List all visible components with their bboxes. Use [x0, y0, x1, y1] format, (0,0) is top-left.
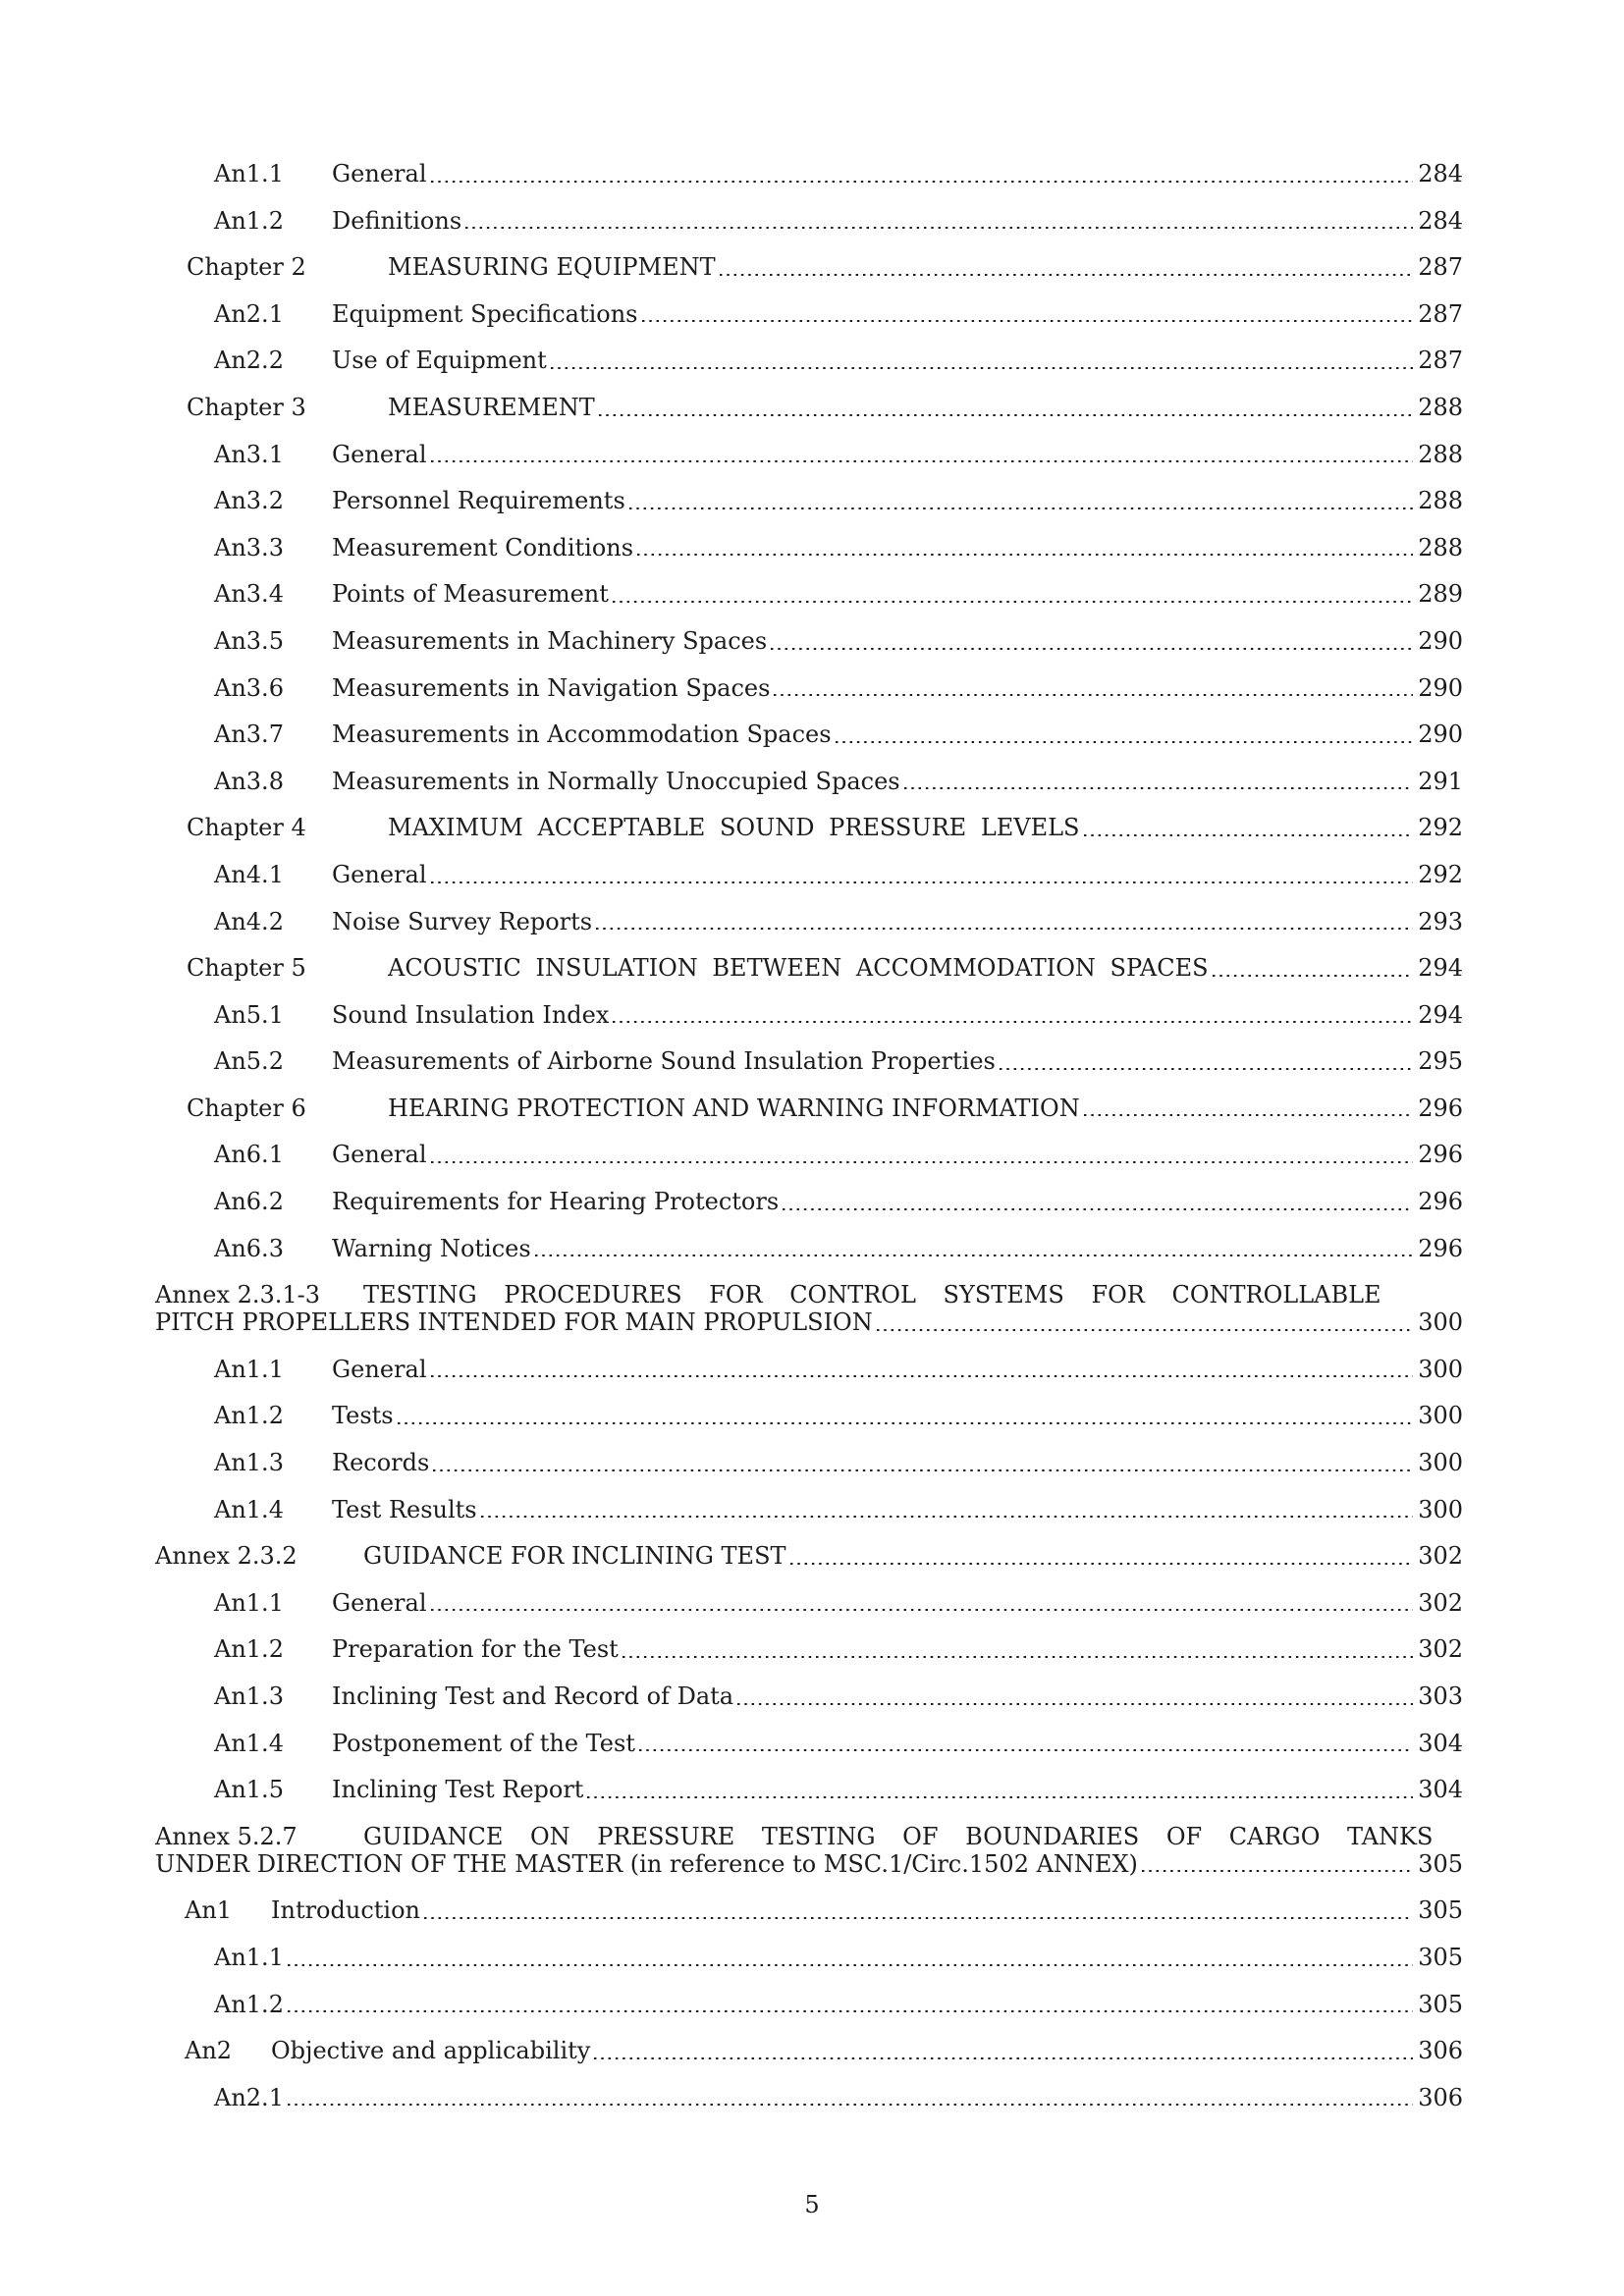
toc-entry-number: An1.2 [214, 206, 284, 235]
toc-entry-page: 304 [1418, 1729, 1463, 1757]
toc-entry-title: Records [332, 1449, 430, 1477]
toc-entry-number: Annex 5.2.7 [155, 1822, 298, 1850]
toc-entry-page: 300 [1418, 1449, 1463, 1477]
dot-leader [1213, 954, 1414, 982]
dot-leader [431, 1589, 1414, 1617]
toc-entry [0, 1188, 1624, 1215]
toc-entry-number: Annex 2.3.2 [155, 1542, 298, 1571]
toc-entry [0, 1944, 1624, 1971]
toc-entry-title: Measurement Conditions [332, 533, 634, 561]
toc-entry-number: Chapter 6 [187, 1094, 306, 1122]
toc-entry-title: Equipment Specifications [332, 299, 638, 328]
dot-leader [481, 1496, 1414, 1523]
toc-entry-number: An2.2 [214, 347, 284, 375]
toc-entry-title: Points of Measurement [332, 580, 609, 609]
toc-entry [0, 1542, 1624, 1570]
toc-entry-page: 290 [1418, 721, 1463, 749]
toc-entry-number: An4.2 [214, 907, 284, 935]
toc-entry [0, 1589, 1624, 1617]
toc-entry [0, 1141, 1624, 1168]
dot-leader [642, 300, 1414, 328]
toc-entry-title: MAXIMUM ACCEPTABLE SOUND PRESSURE LEVELS [388, 814, 1080, 842]
toc-entry-page: 293 [1418, 907, 1463, 935]
dot-leader [465, 207, 1413, 235]
dot-leader [596, 908, 1413, 935]
toc-entry-title: GUIDANCE ON PRESSURE TESTING OF BOUNDARIES OF CARGO TANKS [363, 1822, 1434, 1850]
toc-entry-page: 294 [1418, 1000, 1463, 1029]
toc-entry-number: An6.2 [214, 1188, 284, 1216]
toc-entry-number: An1.1 [214, 1943, 284, 1971]
toc-entry-title: MEASUREMENT [388, 393, 595, 421]
toc-entry [0, 1047, 1624, 1075]
toc-entry-number: An1.1 [214, 1355, 284, 1383]
dot-leader [587, 1776, 1413, 1803]
toc-entry [0, 721, 1624, 748]
toc-entry-title: TESTING PROCEDURES FOR CONTROL SYSTEMS FOR CONTROLLABLE [363, 1281, 1381, 1309]
toc-entry-number: An5.1 [214, 1000, 284, 1029]
toc-entry-page: 306 [1418, 2083, 1463, 2111]
toc-entry [0, 441, 1624, 468]
dot-leader [599, 394, 1413, 421]
footer-page-number: 5 [804, 2191, 820, 2218]
dot-leader [1142, 1850, 1413, 1878]
toc-entry-title: Measurements in Machinery Spaces [332, 626, 768, 655]
toc-entry-title: Test Results [332, 1495, 477, 1523]
toc-entry-number: Chapter 3 [187, 393, 306, 421]
toc-entry-title: Use of Equipment [332, 347, 547, 375]
toc-entry-page: 302 [1418, 1588, 1463, 1617]
toc-entry [0, 814, 1624, 841]
dot-leader [904, 768, 1414, 795]
toc-entry-title: Preparation for the Test [332, 1635, 619, 1664]
toc-entry-title: Sound Insulation Index [332, 1000, 610, 1029]
dot-leader [639, 1730, 1413, 1757]
toc-entry-title: General [332, 1355, 427, 1383]
toc-entry-title: UNDER DIRECTION OF THE MASTER (in reference to MSC.1/Circ.1502 ANNEX) [155, 1849, 1138, 1878]
dot-leader [836, 721, 1414, 748]
dot-leader [1084, 814, 1414, 841]
dot-leader [790, 1542, 1414, 1570]
toc-entry-number: Chapter 5 [187, 954, 306, 983]
toc-entry [0, 347, 1624, 374]
toc-entry [0, 207, 1624, 235]
toc-entry-number: An5.2 [214, 1047, 284, 1076]
toc-entry-number: An1 [185, 1896, 233, 1925]
dot-leader [594, 2037, 1413, 2064]
toc-entry [0, 487, 1624, 514]
toc-entry-number: An2 [185, 2037, 233, 2065]
toc-entry-title: Personnel Requirements [332, 487, 625, 515]
dot-leader [1000, 1047, 1413, 1075]
toc-entry-title: Measurements in Accommodation Spaces [332, 721, 832, 749]
toc-entry-page: 303 [1418, 1682, 1463, 1710]
toc-entry-number: Annex 2.3.1-3 [155, 1281, 321, 1309]
dot-leader [737, 1682, 1413, 1710]
toc-entry-page: 288 [1418, 487, 1463, 515]
dot-leader [431, 861, 1414, 888]
toc-entry-page: 304 [1418, 1776, 1463, 1804]
toc-entry-number: An1.3 [214, 1682, 284, 1710]
dot-leader [551, 347, 1413, 374]
toc-entry [0, 2037, 1624, 2064]
toc-entry [0, 1235, 1624, 1262]
toc-entry-number: An6.3 [214, 1234, 284, 1262]
dot-leader [288, 1944, 1413, 1971]
toc-entry [0, 1823, 1624, 1850]
toc-entry-number: An3.1 [214, 440, 284, 468]
toc-entry-number: An2.1 [214, 2083, 284, 2111]
toc-entry-number: An1.2 [214, 1635, 284, 1664]
dot-leader [1084, 1095, 1413, 1122]
toc-entry [0, 2084, 1624, 2111]
toc-entry [0, 1635, 1624, 1663]
toc-entry-title: Measurements in Navigation Spaces [332, 673, 771, 702]
dot-leader [771, 627, 1413, 655]
toc-entry-page: 296 [1418, 1234, 1463, 1262]
toc-entry-page: 289 [1418, 580, 1463, 609]
toc-entry-title: Measurements of Airborne Sound Insulation Properties [332, 1047, 996, 1076]
dot-leader [774, 674, 1413, 702]
toc-entry-page: 296 [1418, 1188, 1463, 1216]
toc-entry-page: 302 [1418, 1635, 1463, 1664]
toc-entry-number: An6.1 [214, 1141, 284, 1169]
toc-entry [0, 1776, 1624, 1803]
toc-entry-page: 287 [1418, 253, 1463, 282]
dot-leader [877, 1308, 1413, 1336]
toc-entry-page: 296 [1418, 1094, 1463, 1122]
toc-entry-title: GUIDANCE FOR INCLINING TEST [363, 1542, 786, 1571]
toc-entry-page: 300 [1418, 1308, 1463, 1337]
toc-entry-number: An3.7 [214, 721, 284, 749]
toc-entry-title: HEARING PROTECTION AND WARNING INFORMATION [388, 1094, 1080, 1122]
dot-leader [629, 487, 1413, 514]
dot-leader [720, 253, 1414, 281]
dot-leader [783, 1188, 1413, 1215]
toc-entry [0, 160, 1624, 187]
dot-leader [613, 1001, 1413, 1029]
toc-entry [0, 1402, 1624, 1429]
toc-entry-number: An1.1 [214, 1588, 284, 1617]
toc-entry-page: 292 [1418, 814, 1463, 842]
toc-entry-page: 294 [1418, 954, 1463, 983]
toc-entry [0, 534, 1624, 561]
toc-entry [0, 908, 1624, 935]
toc-entry-page: 287 [1418, 347, 1463, 375]
toc-entry-number: An3.3 [214, 533, 284, 561]
dot-leader [433, 1449, 1413, 1476]
dot-leader [288, 1991, 1413, 2018]
toc-entry [0, 954, 1624, 982]
toc-entry [0, 1730, 1624, 1757]
toc-entry-page: 302 [1418, 1542, 1463, 1571]
toc-entry-page: 290 [1418, 673, 1463, 702]
toc-entry-title: Postponement of the Test [332, 1729, 635, 1757]
table-of-contents [0, 160, 1624, 2130]
toc-entry-title: Requirements for Hearing Protectors [332, 1188, 780, 1216]
toc-entry [0, 768, 1624, 795]
dot-leader [637, 534, 1413, 561]
toc-entry [0, 1449, 1624, 1476]
dot-leader [431, 160, 1414, 187]
toc-entry-page: 300 [1418, 1495, 1463, 1523]
toc-entry-title: Measurements in Normally Unoccupied Spaces [332, 767, 900, 795]
toc-entry-title: General [332, 1141, 427, 1169]
toc-entry-number: An1.3 [214, 1449, 284, 1477]
toc-entry-number: An1.1 [214, 160, 284, 187]
toc-entry-page: 296 [1418, 1141, 1463, 1169]
toc-entry-title: PITCH PROPELLERS INTENDED FOR MAIN PROPULSION [155, 1308, 873, 1337]
toc-entry-page: 291 [1418, 767, 1463, 795]
toc-entry-page: 300 [1418, 1402, 1463, 1430]
toc-entry-continuation [0, 1850, 1624, 1878]
toc-entry-page: 295 [1418, 1047, 1463, 1076]
toc-entry [0, 1001, 1624, 1029]
toc-entry [0, 394, 1624, 421]
toc-entry-title: General [332, 1588, 427, 1617]
toc-entry-number: An2.1 [214, 299, 284, 328]
toc-entry [0, 1896, 1624, 1924]
toc-entry-number: An3.8 [214, 767, 284, 795]
toc-entry-title: Noise Survey Reports [332, 907, 593, 935]
dot-leader [288, 2084, 1413, 2111]
dot-leader [623, 1635, 1413, 1663]
toc-entry-number: An1.2 [214, 1402, 284, 1430]
toc-entry-continuation [0, 1308, 1624, 1336]
toc-entry-page: 288 [1418, 393, 1463, 421]
toc-entry-page: 306 [1418, 2037, 1463, 2065]
toc-entry-title: General [332, 860, 427, 888]
toc-entry [0, 674, 1624, 702]
toc-entry-page: 284 [1418, 160, 1463, 187]
toc-entry-page: 292 [1418, 860, 1463, 888]
dot-leader [431, 1356, 1414, 1383]
toc-entry-number: An1.5 [214, 1776, 284, 1804]
toc-entry-page: 305 [1418, 1943, 1463, 1971]
toc-entry-page: 287 [1418, 299, 1463, 328]
toc-entry [0, 1095, 1624, 1122]
toc-entry-number: An3.2 [214, 487, 284, 515]
toc-entry-number: Chapter 2 [187, 253, 306, 282]
dot-leader [431, 1141, 1414, 1168]
toc-entry-number: An1.4 [214, 1495, 284, 1523]
toc-entry [0, 1496, 1624, 1523]
toc-entry-title: ACOUSTIC INSULATION BETWEEN ACCOMMODATION SPACES [388, 954, 1209, 983]
toc-entry-number: An3.5 [214, 626, 284, 655]
page-footer [0, 2191, 1624, 2218]
toc-entry [0, 627, 1624, 655]
toc-entry-title: Definitions [332, 206, 462, 235]
toc-entry-title: Inclining Test Report [332, 1776, 584, 1804]
dot-leader [424, 1896, 1413, 1924]
toc-entry [0, 300, 1624, 328]
toc-entry [0, 1356, 1624, 1383]
toc-entry [0, 1682, 1624, 1710]
toc-entry-title: MEASURING EQUIPMENT [388, 253, 716, 282]
toc-entry-page: 290 [1418, 626, 1463, 655]
toc-entry-page: 305 [1418, 1849, 1463, 1878]
dot-leader [398, 1402, 1414, 1429]
dot-leader [613, 580, 1413, 608]
dot-leader [431, 441, 1414, 468]
toc-entry-number: An4.1 [214, 860, 284, 888]
toc-entry [0, 1991, 1624, 2018]
toc-entry-page: 305 [1418, 1896, 1463, 1925]
toc-entry-page: 305 [1418, 1990, 1463, 2018]
dot-leader [535, 1235, 1414, 1262]
toc-entry-title: General [332, 440, 427, 468]
toc-entry-title: General [332, 160, 427, 187]
toc-entry-title: Objective and applicability [271, 2037, 591, 2065]
toc-entry-number: Chapter 4 [187, 814, 306, 842]
toc-entry [0, 580, 1624, 608]
toc-entry [0, 253, 1624, 281]
toc-entry-title: Warning Notices [332, 1234, 531, 1262]
toc-entry-number: An3.6 [214, 673, 284, 702]
toc-entry-number: An1.4 [214, 1729, 284, 1757]
toc-entry-title: Inclining Test and Record of Data [332, 1682, 734, 1710]
toc-entry-number: An1.2 [214, 1990, 284, 2018]
toc-entry-page: 288 [1418, 533, 1463, 561]
toc-entry-page: 300 [1418, 1355, 1463, 1383]
toc-entry-title: Tests [332, 1402, 394, 1430]
toc-entry-title: Introduction [271, 1896, 420, 1925]
toc-entry-page: 288 [1418, 440, 1463, 468]
toc-entry [0, 1281, 1624, 1308]
toc-entry [0, 861, 1624, 888]
toc-entry-number: An3.4 [214, 580, 284, 609]
toc-entry-page: 284 [1418, 206, 1463, 235]
